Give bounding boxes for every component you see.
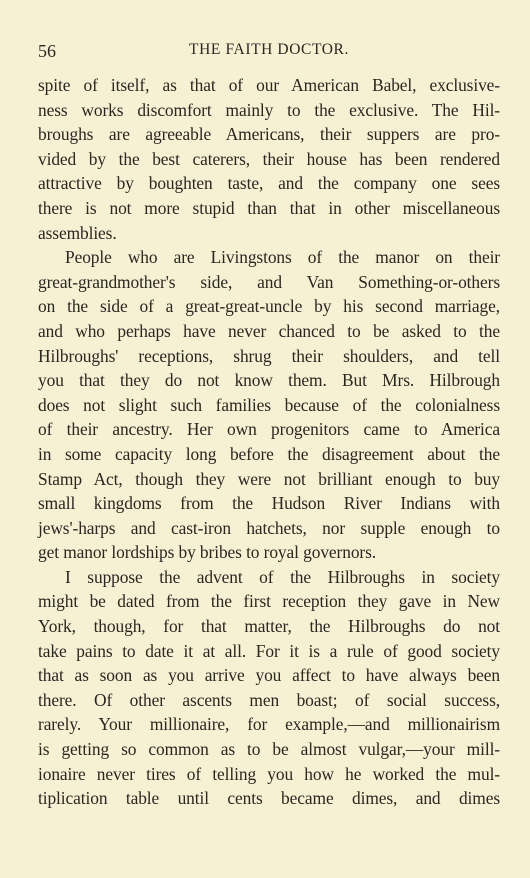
text-line: ionaire never tires of telling you how he worked the mul- <box>38 763 500 784</box>
text-line: in some capacity long before the disagreement about the <box>38 443 500 464</box>
running-title: THE FAITH DOCTOR. <box>189 41 349 58</box>
text-line: tiplication table until cents became dimes, and dimes <box>38 788 500 809</box>
text-line: attractive by boughten taste, and the company one sees <box>38 173 500 194</box>
paragraph-2 <box>38 245 500 565</box>
text-line: Hilbroughs' receptions, shrug their shoulders, and tell <box>38 345 500 366</box>
text-line: does not slight such families because of the colonialness <box>38 394 500 415</box>
text-line: vided by the best caterers, their house has been rendered <box>38 148 500 169</box>
text-line: spite of itself, as that of our American Babel, exclusive- <box>38 75 500 95</box>
text-line: is getting so common as to be almost vulgar,—your mill- <box>38 739 500 760</box>
text-line: ness works discomfort mainly to the exclusive. The Hil- <box>38 99 500 120</box>
page-header <box>38 36 500 64</box>
text-line: there is not more stupid than that in other miscellaneous <box>38 197 500 218</box>
text-line: People who are Livingstons of the manor on their <box>65 247 500 268</box>
paragraph-1 <box>38 73 500 245</box>
text-line: you that they do not know them. But Mrs. Hilbrough <box>38 370 500 391</box>
text-line: rarely. Your millionaire, for example,—and millionairism <box>38 714 500 735</box>
text-line: jews'-harps and cast-iron hatchets, nor supple enough to <box>38 517 500 538</box>
text-line: there. Of other ascents men boast; of social success, <box>38 689 500 710</box>
page-number: 56 <box>38 41 56 61</box>
text-line: of their ancestry. Her own progenitors came to America <box>38 419 500 440</box>
text-line: and who perhaps have never chanced to be asked to the <box>38 320 500 341</box>
text-line: that as soon as you arrive you affect to have always been <box>38 665 500 686</box>
text-line: I suppose the advent of the Hilbroughs in society <box>65 566 500 587</box>
text-line: on the side of a great-great-uncle by his second marriage, <box>38 296 500 317</box>
text-line: assemblies. <box>38 222 117 243</box>
paragraph-3 <box>38 565 500 811</box>
body-text <box>38 73 500 811</box>
text-line: great-grandmother's side, and Van Something-or-others <box>38 271 500 292</box>
text-line: take pains to date it at all. For it is a rule of good society <box>38 640 500 661</box>
text-line: might be dated from the first reception they gave in New <box>38 591 500 612</box>
text-line: small kingdoms from the Hudson River Indians with <box>38 493 500 514</box>
text-line: get manor lordships by bribes to royal governors. <box>38 542 377 563</box>
text-line: Stamp Act, though they were not brilliant enough to buy <box>38 468 500 489</box>
text-line: broughs are agreeable Americans, their suppers are pro- <box>38 124 500 145</box>
text-line: York, though, for that matter, the Hilbroughs do not <box>38 616 500 637</box>
